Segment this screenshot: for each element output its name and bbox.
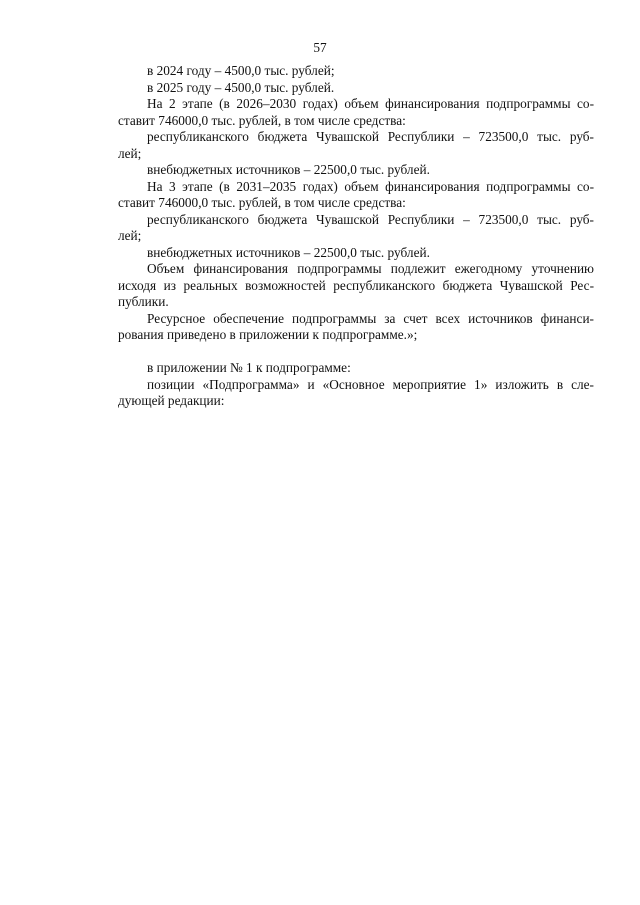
text-line: рования приведено в приложении к подпрограмме.»; [118,327,418,342]
text-line: внебюджетных источников – 22500,0 тыс. рублей. [147,162,430,177]
page-number: 57 [313,40,327,55]
text-line: ставит 746000,0 тыс. рублей, в том числе средства: [118,113,406,128]
text-line: Ресурсное обеспечение подпрограммы за счет всех источников финанси- [147,311,594,326]
text-line: лей; [118,146,142,161]
text-line: в 2025 году – 4500,0 тыс. рублей. [147,80,335,95]
text-line: На 3 этапе (в 2031–2035 годах) объем финансирования подпрограммы со- [147,179,594,194]
text-line: в 2024 году – 4500,0 тыс. рублей; [147,63,335,78]
text-line: публики. [118,294,169,309]
text-line: Объем финансирования подпрограммы подлежит ежегодному уточнению [147,261,594,276]
text-line: лей; [118,228,142,243]
text-line: дующей редакции: [118,393,225,408]
text-line: исходя из реальных возможностей республиканского бюджета Чувашской Рес- [118,278,594,293]
text-line: республиканского бюджета Чувашской Республики – 723500,0 тыс. руб- [147,129,594,144]
text-line: На 2 этапе (в 2026–2030 годах) объем финансирования подпрограммы со- [147,96,594,111]
text-line: позиции «Подпрограмма» и «Основное мероприятие 1» изложить в сле- [147,377,594,392]
text-line: внебюджетных источников – 22500,0 тыс. рублей. [147,245,430,260]
text-line: республиканского бюджета Чувашской Республики – 723500,0 тыс. руб- [147,212,594,227]
text-line: ставит 746000,0 тыс. рублей, в том числе средства: [118,195,406,210]
text-line: в приложении № 1 к подпрограмме: [147,360,351,375]
